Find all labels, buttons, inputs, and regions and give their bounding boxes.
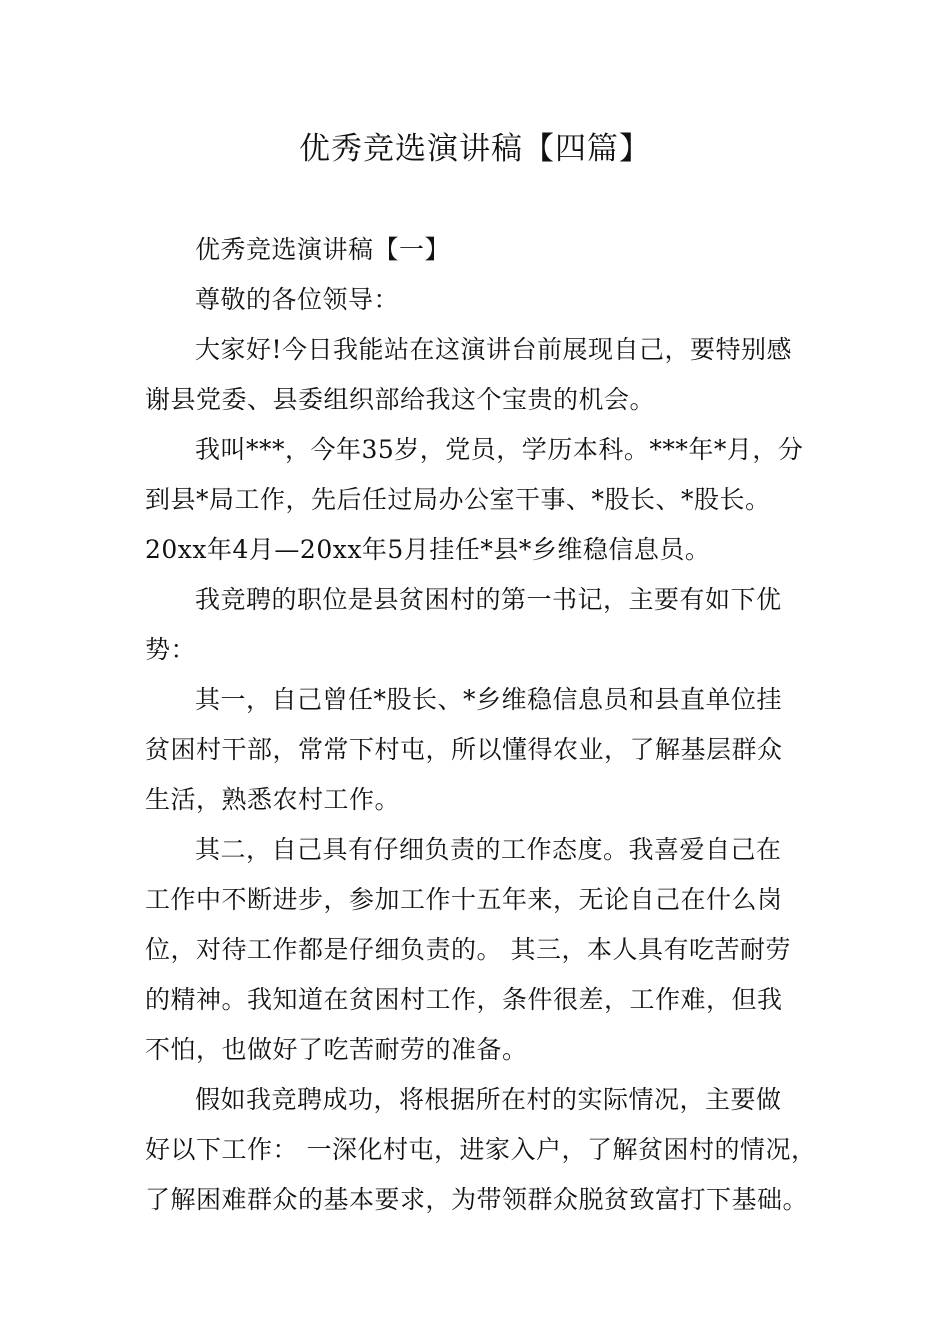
paragraph-line: 势：: [145, 635, 197, 664]
paragraph-line: 贫困村干部，常常下村屯，所以懂得农业，了解基层群众: [145, 735, 783, 764]
paragraph-line: 了解困难群众的基本要求，为带领群众脱贫致富打下基础。: [145, 1185, 809, 1214]
paragraph-line: 位，对待工作都是仔细负责的。 其三，本人具有吃苦耐劳: [145, 935, 791, 964]
paragraph-line: 好以下工作： 一深化村屯，进家入户，了解贫困村的情况，: [145, 1135, 817, 1164]
paragraph-line: 20xx年4月—20xx年5月挂任*县*乡维稳信息员。: [145, 535, 711, 564]
paragraph-line: 假如我竞聘成功，将根据所在村的实际情况，主要做: [195, 1085, 782, 1114]
paragraph-line: 到县*局工作，先后任过局办公室干事、*股长、*股长。: [145, 485, 771, 514]
paragraph-line: 的精神。我知道在贫困村工作，条件很差，工作难，但我: [145, 985, 783, 1014]
paragraph-line: 其二，自己具有仔细负责的工作态度。我喜爱自己在: [195, 835, 782, 864]
document-title: 优秀竞选演讲稿【四篇】: [299, 131, 651, 167]
paragraph-line: 谢县党委、县委组织部给我这个宝贵的机会。: [145, 385, 656, 414]
salutation: 尊敬的各位领导：: [195, 285, 400, 314]
paragraph-line: 我竞聘的职位是县贫困村的第一书记，主要有如下优: [195, 585, 782, 614]
section-heading: 优秀竞选演讲稿【一】: [195, 235, 451, 264]
paragraph-line: 生活，熟悉农村工作。: [145, 785, 401, 814]
paragraph-line: 我叫***，今年35岁，党员，学历本科。***年*月，分: [195, 435, 804, 464]
paragraph-line: 其一，自己曾任*股长、*乡维稳信息员和县直单位挂: [195, 685, 783, 714]
paragraph-line: 工作中不断进步，参加工作十五年来，无论自己在什么岗: [145, 885, 783, 914]
document-body: [145, 225, 817, 1225]
paragraph-line: 大家好!今日我能站在这演讲台前展现自己，要特别感: [195, 335, 793, 364]
paragraph-line: 不怕，也做好了吃苦耐劳的准备。: [145, 1035, 528, 1064]
